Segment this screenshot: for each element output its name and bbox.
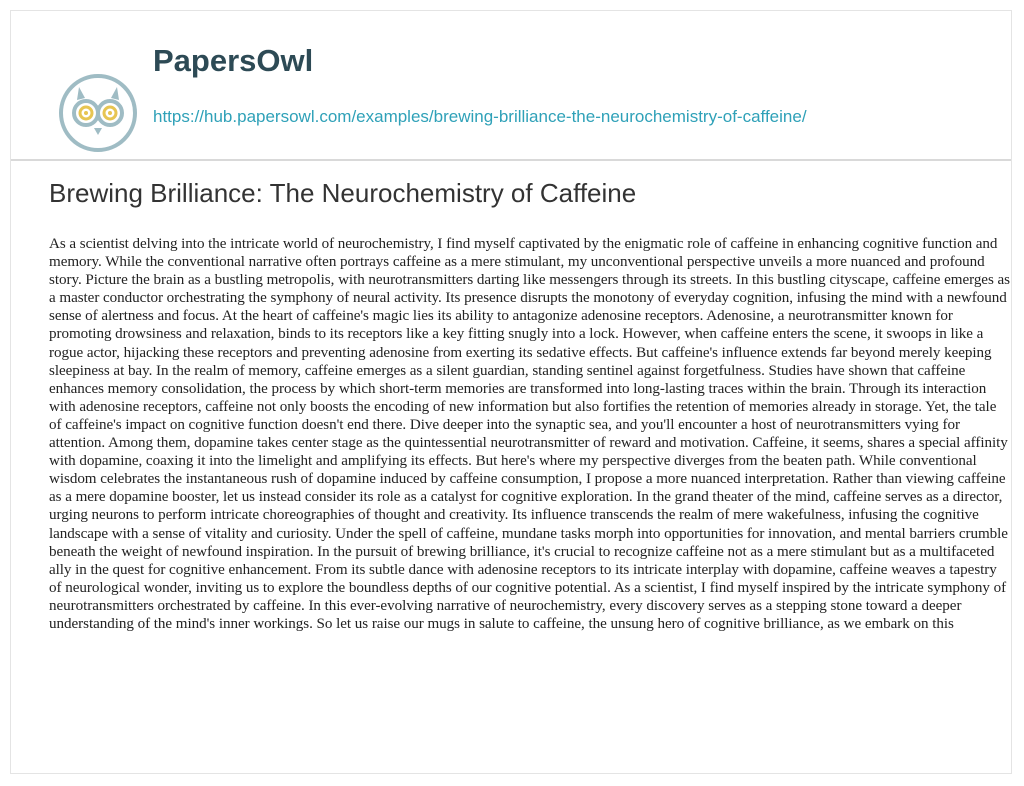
document-body: As a scientist delving into the intricate world of neurochemistry, I find myself captivated by the enigmatic role of caffeine in enhancing cognitive function and memory. While the conventional narrative often portrays caffeine as a mere stimulant, my unconventional perspective unveils a more nuanced and profound story. Picture the brain as a bustling metropolis, with neurotransmitters darting like messengers through its streets. In this bustling cityscape, caffeine emerges as a master conductor orchestrating the symphony of neural activity. Its presence disrupts the monotony of everyday cognition, infusing the mind with a newfound sense of alertness and focus. At the heart of caffeine's magic lies its ability to antagonize adenosine receptors. Adenosine, a neurotransmitter known for promoting drowsiness and relaxation, binds to its receptors like a key fitting snugly into a lock. However, when caffeine enters the scene, it swoops in like a rogue actor, hijacking these receptors and preventing adenosine from exerting its sedative effects. But caffeine's influence extends far beyond merely keeping sleepiness at bay. In the realm of memory, caffeine emerges as a silent guardian, standing sentinel against forgetfulness. Studies have shown that caffeine enhances memory consolidation, the process by which short-term memories are transformed into long-lasting traces within the brain. Through its interaction with adenosine receptors, caffeine not only boosts the encoding of new information but also fortifies the retention of memories already in storage. Yet, the tale of caffeine's impact on cognitive function doesn't end there. Dive deeper into the synaptic sea, and you'll encounter a host of neurotransmitters vying for attention. Among them, dopamine takes center stage as the quintessential neurotransmitter of reward and motivation. Caffeine, it seems, shares a special affinity with dopamine, coaxing it into the limelight and amplifying its effects. But here's where my perspective diverges from the beaten path. While conventional wisdom celebrates the instantaneous rush of dopamine induced by caffeine consumption, I propose a more nuanced interpretation. Rather than viewing caffeine as a mere dopamine booster, let us instead consider its role as a catalyst for cognitive exploration. In the grand theater of the mind, caffeine serves as a director, urging neurons to perform intricate choreographies of thought and creativity. Its influence transcends the realm of mere wakefulness, infusing the cognitive landscape with a sense of vitality and curiosity. Under the spell of caffeine, mundane tasks morph into opportunities for innovation, and mental barriers crumble beneath the weight of newfound inspiration. In the pursuit of brewing brilliance, it's crucial to recognize caffeine not as a mere stimulant but as a multifaceted ally in the quest for cognitive enhancement. From its subtle dance with adenosine receptors to its intricate interplay with dopamine, caffeine weaves a tapestry of neurological wonder, inviting us to explore the boundless depths of our cognitive potential. As a scientist, I find myself inspired by the intricate symphony of neurotransmitters orchestrated by caffeine. In this ever-evolving narrative of neurochemistry, every discovery serves as a stepping stone toward a deeper understanding of the mind's inner workings. So let us raise our mugs in salute to caffeine, the unsung hero of cognitive brilliance, as we embark on this: [49, 236, 1010, 632]
document-page: [10, 10, 1012, 774]
page-header: [11, 11, 1011, 161]
brand-name: PapersOwl: [153, 43, 314, 78]
owl-logo-icon: [52, 67, 144, 159]
header-divider: [11, 159, 1011, 161]
document-url[interactable]: https://hub.papersowl.com/examples/brewing-brilliance-the-neurochemistry-of-caffeine/: [153, 107, 807, 126]
document-title: Brewing Brilliance: The Neurochemistry of Caffeine: [49, 178, 637, 208]
